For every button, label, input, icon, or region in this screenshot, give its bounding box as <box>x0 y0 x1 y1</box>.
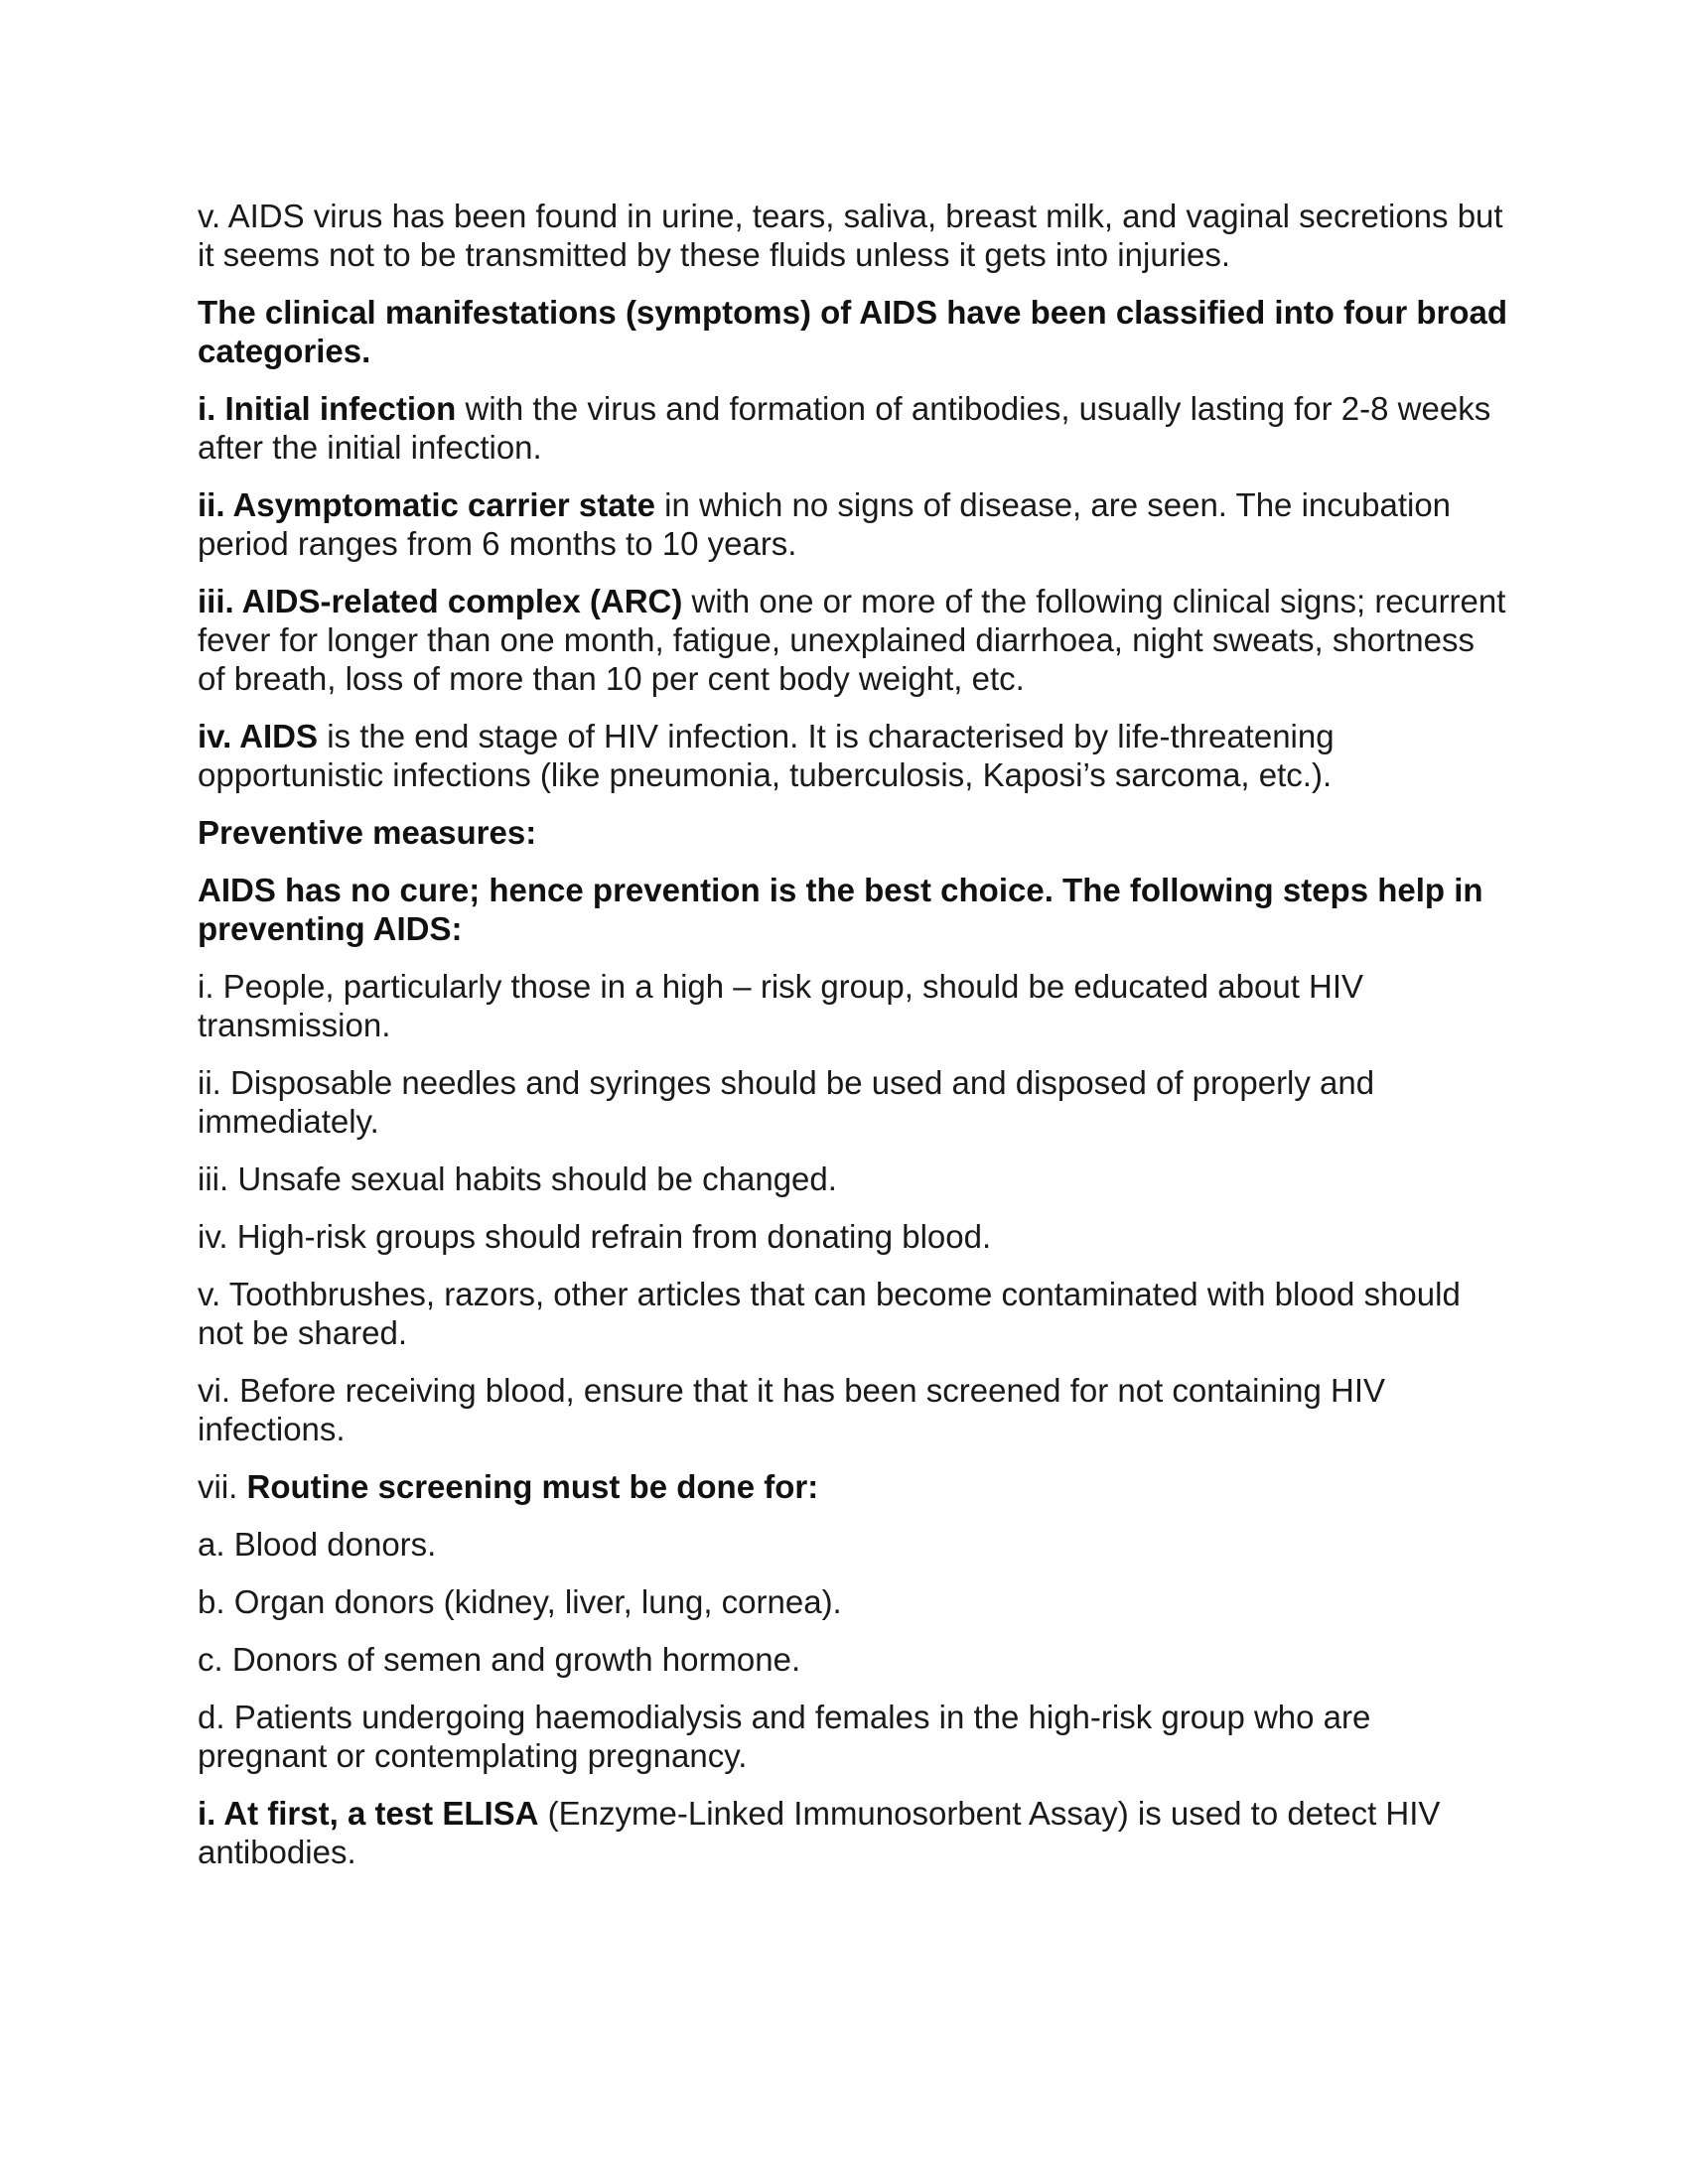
bold-text: AIDS has no cure; hence prevention is the best choice. The following steps help in preventing AIDS: <box>198 872 1483 947</box>
body-text: is the end stage of HIV infection. It is characterised by life-threatening opportunistic infections (like pneumonia, tuberculosis, Kaposi’s sarcoma, etc.). <box>198 718 1335 793</box>
body-text: v. AIDS virus has been found in urine, tears, saliva, breast milk, and vaginal secretions but it seems not to be transmitted by these fluids unless it gets into injuries. <box>198 198 1503 273</box>
bold-text: i. At first, a test ELISA <box>198 1795 539 1832</box>
body-text: d. Patients undergoing haemodialysis and females in the high-risk group who are pregnant or contemplating pregnancy. <box>198 1699 1371 1774</box>
bold-text: ii. Asymptomatic carrier state <box>198 486 655 523</box>
bold-text: The clinical manifestations (symptoms) of AIDS have been classified into four broad categories. <box>198 294 1508 369</box>
paragraph <box>198 293 1508 370</box>
body-text: b. Organ donors (kidney, liver, lung, cornea). <box>198 1583 842 1620</box>
paragraph <box>198 485 1508 563</box>
body-text: vii. <box>198 1468 247 1505</box>
paragraph <box>198 1217 1508 1256</box>
paragraph <box>198 582 1508 698</box>
paragraph <box>198 1371 1508 1448</box>
body-text: v. Toothbrushes, razors, other articles that can become contaminated with blood should not be shared. <box>198 1276 1461 1351</box>
body-text: vi. Before receiving blood, ensure that it has been screened for not containing HIV infections. <box>198 1372 1386 1447</box>
bold-text: Routine screening must be done for: <box>246 1468 819 1505</box>
paragraph <box>198 197 1508 274</box>
paragraph <box>198 1160 1508 1198</box>
paragraph <box>198 1582 1508 1621</box>
paragraph <box>198 389 1508 467</box>
body-text: in which no signs of disease, are seen. The incubation period ranges from 6 months to 10 years. <box>198 486 1452 562</box>
body-text: c. Donors of semen and growth hormone. <box>198 1641 801 1678</box>
document-page <box>198 197 1508 1890</box>
bold-text: i. Initial infection <box>198 390 457 427</box>
paragraph <box>198 1794 1508 1871</box>
paragraph <box>198 1640 1508 1679</box>
body-text: ii. Disposable needles and syringes should be used and disposed of properly and immediately. <box>198 1064 1375 1140</box>
paragraph <box>198 1698 1508 1775</box>
body-text: iv. High-risk groups should refrain from donating blood. <box>198 1218 992 1255</box>
body-text: i. People, particularly those in a high – risk group, should be educated about HIV transmission. <box>198 968 1364 1043</box>
body-text: iii. Unsafe sexual habits should be changed. <box>198 1160 837 1197</box>
paragraph <box>198 813 1508 852</box>
paragraph <box>198 1063 1508 1141</box>
paragraph <box>198 871 1508 948</box>
bold-text: iii. AIDS-related complex (ARC) <box>198 583 683 619</box>
paragraph <box>198 1525 1508 1564</box>
bold-text: Preventive measures: <box>198 814 537 851</box>
body-text: a. Blood donors. <box>198 1526 437 1563</box>
paragraph <box>198 1467 1508 1506</box>
paragraph <box>198 717 1508 794</box>
paragraph <box>198 967 1508 1044</box>
body-text: with one or more of the following clinical signs; recurrent fever for longer than one month, fatigue, unexplained diarrhoea, night sweats, shortness of breath, loss of more than 10 per cent body weight, etc. <box>198 583 1506 697</box>
body-text: (Enzyme-Linked Immunosorbent Assay) is used to detect HIV antibodies. <box>198 1795 1441 1870</box>
bold-text: iv. AIDS <box>198 718 319 754</box>
paragraph <box>198 1275 1508 1352</box>
body-text: with the virus and formation of antibodies, usually lasting for 2-8 weeks after the initial infection. <box>198 390 1491 466</box>
